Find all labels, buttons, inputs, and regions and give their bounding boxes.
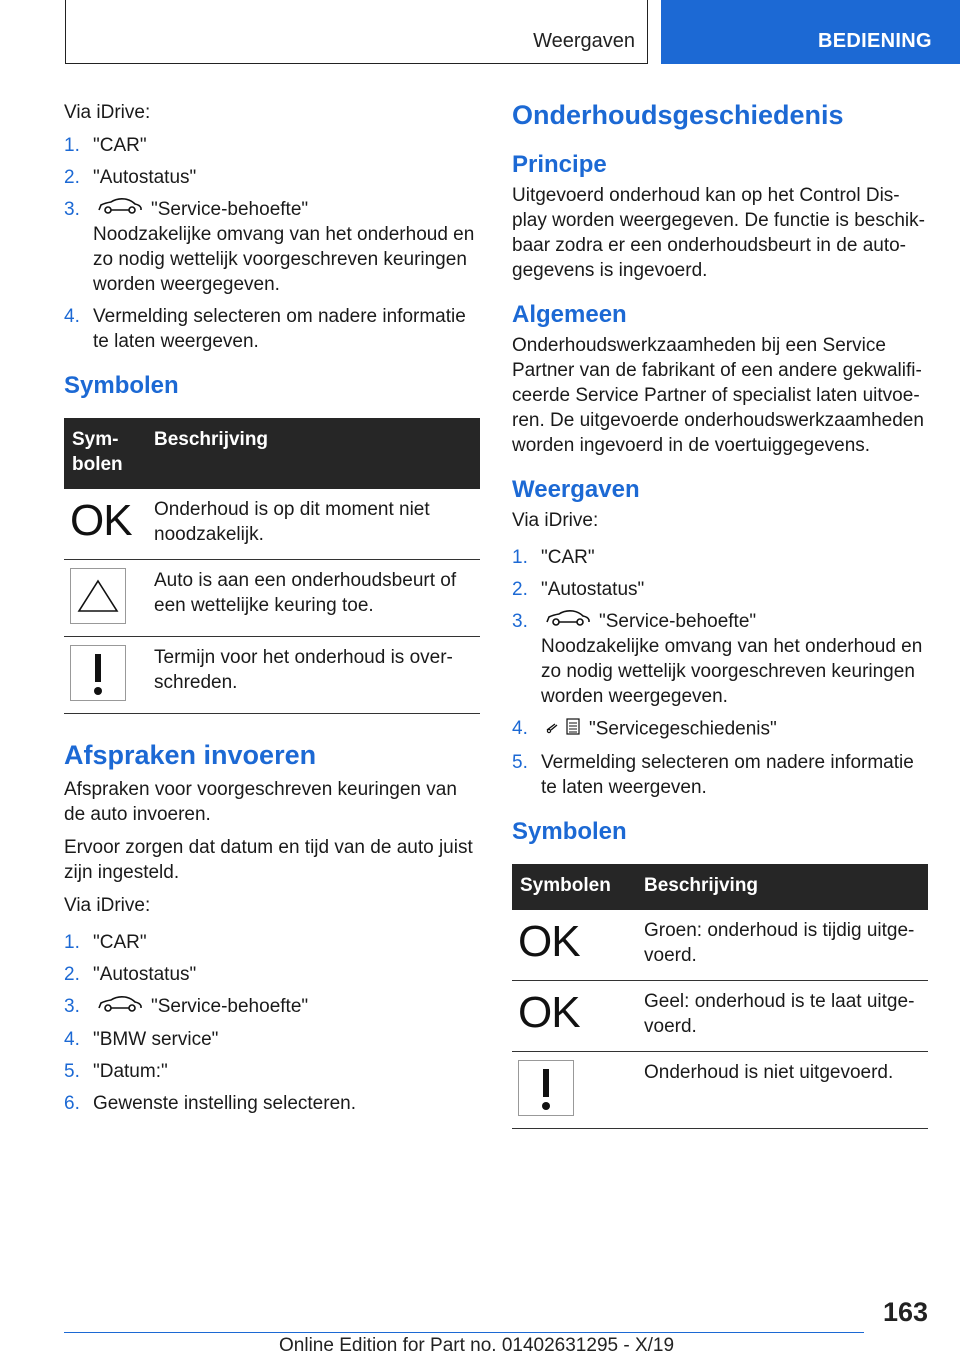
exclamation-icon (70, 645, 126, 701)
car-icon (545, 609, 591, 634)
table-row: OK Groen: onderhoud is tijdig uitge-voerd. (512, 910, 928, 981)
list-item: 3. "Service-behoefte" (64, 994, 480, 1019)
car-icon (97, 197, 143, 222)
table-header-description: Beschrijving (636, 864, 928, 910)
exclamation-icon (518, 1060, 574, 1116)
list-item: 3. "Service-behoefte" Noodzakelijke omvang van het onderhoud en zo nodig wettelijk voorgeschreven keuringen worden weergegeven. (512, 611, 923, 708)
steps-list-3 (512, 545, 928, 800)
display-heading: Weergaven (512, 476, 640, 503)
car-icon (97, 995, 143, 1020)
list-item: 1. "CAR" (64, 932, 147, 954)
list-item: 2. "Autostatus" (512, 579, 645, 600)
symbols-table (512, 864, 928, 1129)
table-row: OK Onderhoud is op dit moment niet noodzakelijk. (64, 489, 480, 560)
header-frame (65, 0, 648, 64)
list-item: 1. "CAR" (64, 135, 147, 156)
paragraph: Afspraken voor voorgeschreven keuringen van de auto invoeren. (64, 779, 457, 826)
steps-list-2 (64, 930, 480, 1115)
list-item: 2. "Autostatus" (64, 167, 197, 188)
list-item: 3. "Service-behoefte" Noodzakelijke omvang van het onderhoud en zo nodig wettelijk voorgeschreven keuringen worden weergegeven. (64, 199, 475, 296)
symbols-heading: Symbolen (512, 818, 627, 846)
list-item: 4. Vermelding selecteren om nadere informatie te laten weergeven. (64, 306, 466, 353)
maintenance-history-heading: Onderhoudsgeschiedenis (512, 100, 844, 130)
table-row: Auto is aan een onderhoudsbeurt of een wettelijke keuring toe. (64, 560, 480, 637)
chapter-tab-label: BEDIENING (818, 30, 932, 52)
table-header-description: Beschrijving (146, 418, 480, 489)
list-item: 2. "Autostatus" (64, 964, 197, 986)
table-header-symbols: Sym-bolen (64, 418, 146, 489)
warning-triangle-icon (70, 568, 126, 624)
symbols-table (64, 418, 480, 714)
via-idrive-label: Via iDrive: (512, 510, 599, 531)
section-title: Weergaven (533, 30, 635, 52)
general-heading: Algemeen (512, 301, 627, 328)
paragraph: Onderhoudswerkzaamheden bij een Service Partner van de fabrikant of een andere gekwalifi-ceerde Service Partner of specialist laten uitvoe-ren. De uitgevoerde onderhoudswerkzaamheden worden ingevoerd in de voertuiggegevens. (512, 335, 924, 456)
ok-symbol: OK (70, 496, 132, 546)
paragraph: Ervoor zorgen dat datum en tijd van de auto juist zijn ingesteld. (64, 837, 473, 884)
list-item: 5. Vermelding selecteren om nadere informatie te laten weergeven. (512, 752, 914, 799)
table-row: Termijn voor het onderhoud is over-schreden. (64, 637, 480, 714)
principle-heading: Principe (512, 151, 607, 178)
left-column (64, 100, 480, 1124)
table-row: OK Geel: onderhoud is te laat uitge-voerd. (512, 981, 928, 1052)
paragraph: Uitgevoerd onderhoud kan op het Control Dis-play worden weergegeven. De functie is beschik-baar zodra er een onderhoudsbeurt in de auto-gegevens is ingevoerd. (512, 185, 925, 281)
ok-yellow-symbol: OK (518, 988, 580, 1038)
list-item: 1. "CAR" (512, 547, 595, 568)
via-idrive-label: Via iDrive: (64, 102, 151, 123)
steps-list-1 (64, 133, 480, 354)
page-number: 163 (882, 1297, 928, 1327)
chapter-tab (661, 0, 960, 64)
edition-note: Online Edition for Part no. 01402631295 - X/19 (279, 1335, 675, 1356)
ok-green-symbol: OK (518, 917, 580, 967)
table-header-symbols: Symbolen (512, 864, 636, 910)
via-idrive-label: Via iDrive: (64, 895, 151, 917)
list-item: 5. "Datum:" (64, 1060, 168, 1082)
footer-divider (64, 1332, 864, 1333)
table-row: Onderhoud is niet uitgevoerd. (512, 1052, 928, 1129)
right-column (512, 100, 928, 1145)
appointments-heading: Afspraken invoeren (64, 740, 317, 771)
list-item: 6. Gewenste instelling selecteren. (64, 1092, 356, 1114)
list-item: 4. "BMW service" (64, 1028, 219, 1050)
service-history-icon (545, 716, 581, 743)
list-item: 4. "Servicegeschiedenis" (512, 716, 928, 743)
symbols-heading: Symbolen (64, 372, 179, 400)
